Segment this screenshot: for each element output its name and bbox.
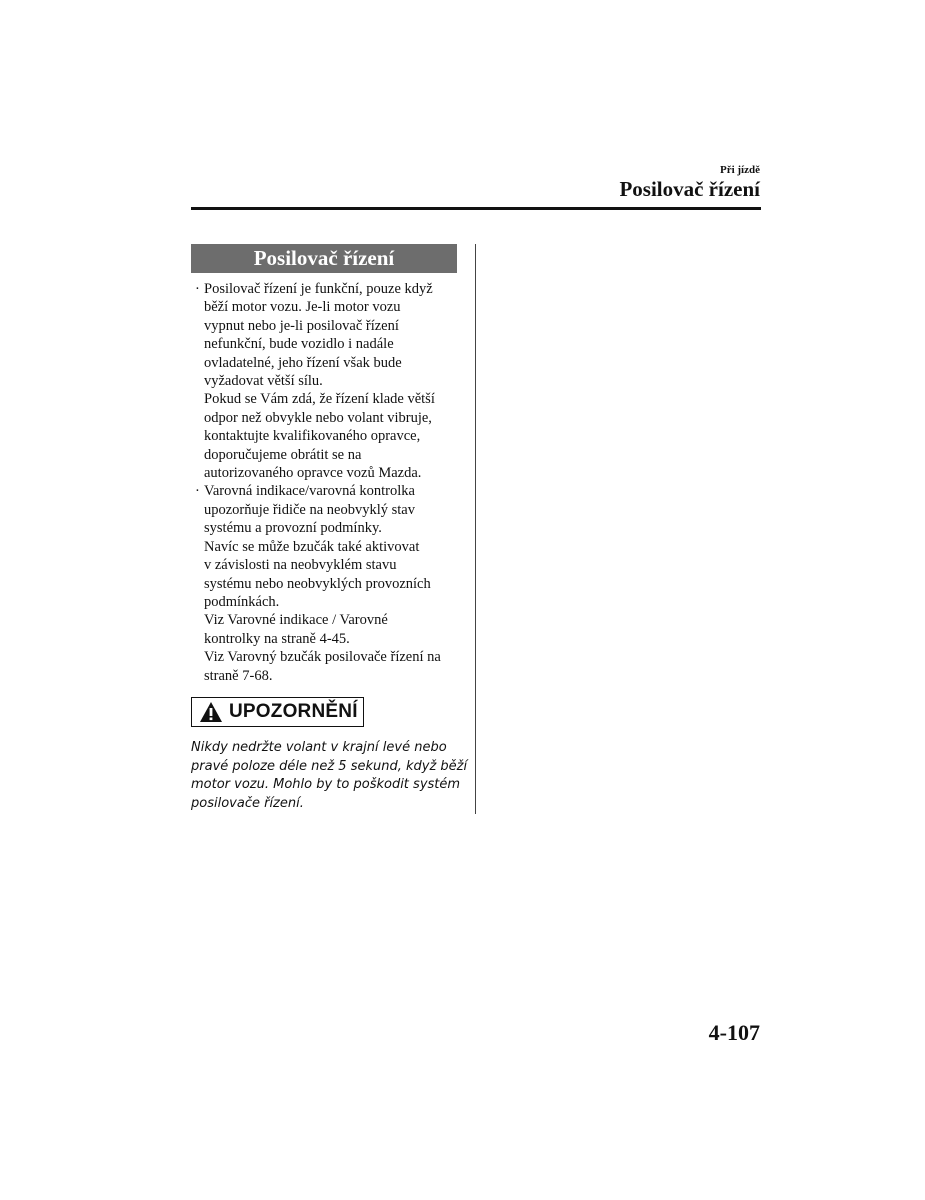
text-line: Pokud se Vám zdá, že řízení klade větší [204, 391, 435, 408]
text-line: Viz Varovné indikace / Varovné [204, 612, 388, 629]
text-line: kontrolky na straně 4-45. [204, 630, 350, 647]
body-text [195, 280, 457, 685]
bullet-paragraph [204, 482, 457, 684]
header-rule [191, 207, 761, 210]
warning-triangle-icon [199, 701, 223, 723]
chapter-label: Při jízdě [719, 164, 760, 176]
text-line: nefunkční, bude vozidlo i nadále [204, 336, 394, 353]
text-line: Navíc se může bzučák také aktivovat [204, 538, 420, 555]
text-line: Posilovač řízení je funkční, pouze když [204, 281, 433, 297]
column-divider [475, 244, 476, 814]
text-line: systému nebo neobvyklých provozních [204, 575, 431, 592]
warning-text [191, 739, 468, 813]
text-line: straně 7-68. [204, 667, 273, 684]
text-line: Viz Varovný bzučák posilovače řízení na [204, 649, 441, 666]
text-line: ovladatelné, jeho řízení však bude [204, 354, 402, 371]
bullet-paragraph [204, 280, 457, 482]
warning-text-line: pravé poloze déle než 5 sekund, když běží [191, 758, 468, 774]
text-line: systému a provozní podmínky. [204, 520, 382, 537]
page-heading: Posilovač řízení [619, 177, 760, 201]
text-line: podmínkách. [204, 593, 280, 610]
section-title-banner: Posilovač řízení [191, 244, 457, 273]
text-line: vyžadovat větší sílu. [204, 373, 323, 390]
text-line: v závislosti na neobvyklém stavu [204, 557, 397, 574]
text-line: autorizovaného opravce vozů Mazda. [204, 465, 422, 482]
text-line: upozorňuje řidiče na neobvyklý stav [204, 501, 415, 518]
text-line: vypnut nebo je-li posilovač řízení [204, 317, 399, 334]
text-line: běží motor vozu. Je-li motor vozu [204, 299, 401, 316]
warning-label-box [191, 697, 364, 727]
warning-text-line: posilovače řízení. [191, 795, 304, 811]
bullet-marker: · [195, 483, 200, 500]
text-line: odpor než obvykle nebo volant vibruje, [204, 409, 432, 426]
text-line: doporučujeme obrátit se na [204, 446, 362, 463]
text-line: Varovná indikace/varovná kontrolka [204, 483, 415, 500]
warning-text-line: Nikdy nedržte volant v krajní levé nebo [191, 740, 447, 755]
bullet-marker: · [195, 281, 200, 297]
warning-label: UPOZORNĚNÍ [229, 701, 358, 722]
page-number: 4-107 [708, 1020, 760, 1045]
warning-text-line: motor vozu. Mohlo by to poškodit systém [191, 777, 461, 793]
bullet-item [195, 280, 457, 482]
text-line: kontaktujte kvalifikovaného opravce, [204, 428, 421, 445]
bullet-item [195, 482, 457, 684]
